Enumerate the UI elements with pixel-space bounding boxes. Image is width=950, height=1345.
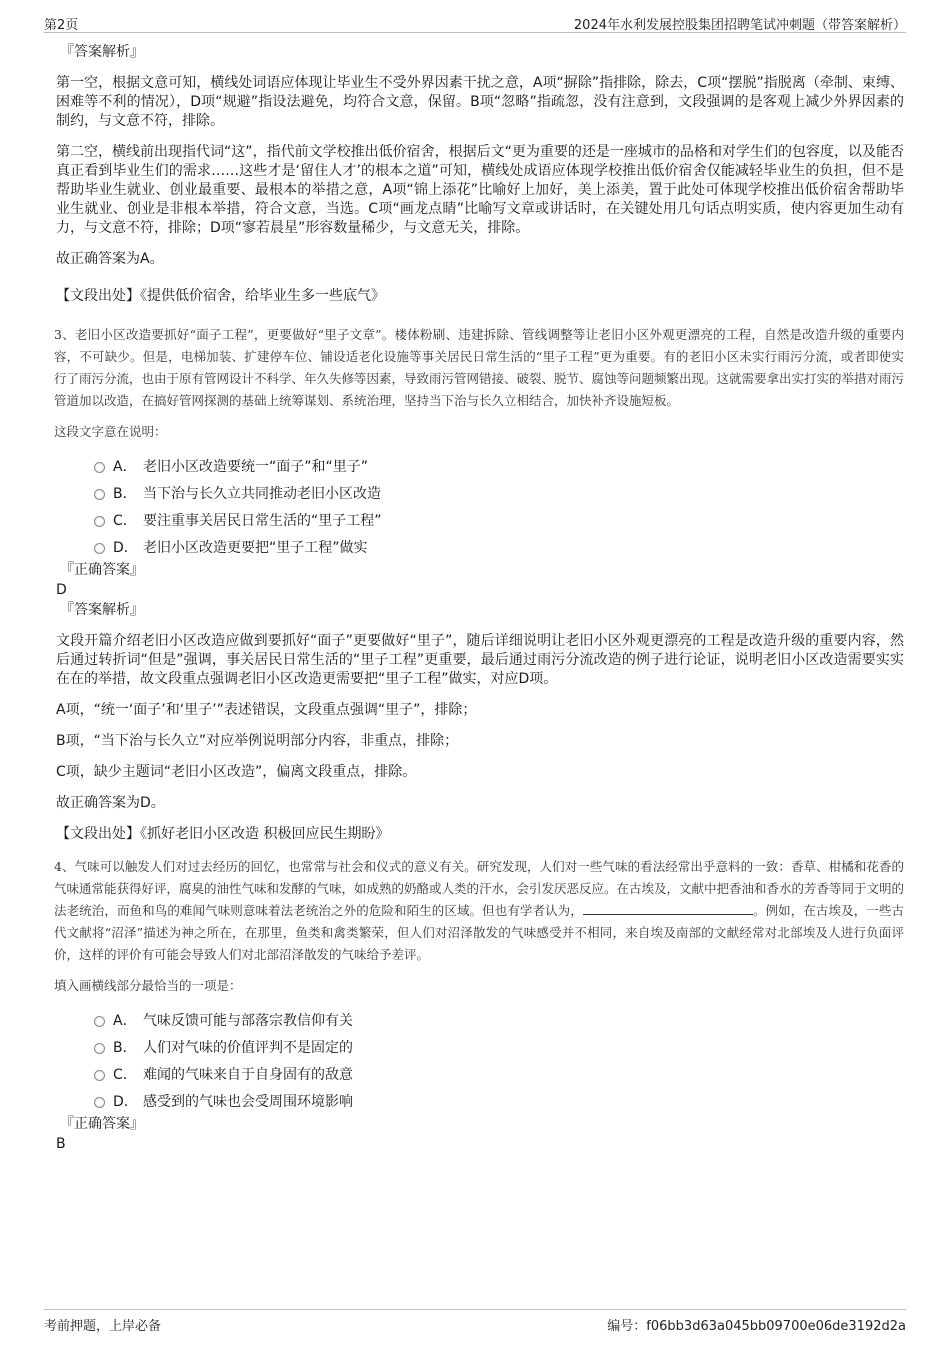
- document-title: 2024年水利发展控股集团招聘笔试冲刺题（带答案解析）: [573, 18, 906, 33]
- radio-icon[interactable]: [94, 1016, 105, 1027]
- q3-source: 【文段出处】《抓好老旧小区改造 积极回应民生期盼》: [56, 826, 390, 842]
- q2-analysis-para1: 第一空，根据文意可知，横线处词语应体现让毕业生不受外界因素干扰之意，A项“摒除”指排除，除去，C项“摆脱”指脱离（牵制、束缚、困难等不利的情况），D项“规避”指设法避免，均符合文意，保留。B项“忽略”指疏忽，没有注意到，文段强调的是客观上减少外界因素的制约，与文意不符，排除。: [56, 75, 904, 129]
- radio-icon[interactable]: [94, 1070, 105, 1081]
- q2-analysis-para2: 第二空，横线前出现指代词“这”，指代前文学校推出低价宿舍，根据后文“更为重要的还是一座城市的品格和对学生们的包容度，以及能否真正看到毕业生们的需求……这些才是‘留住人才’的根本之道”可知，横线处成语应体现学校推出低价宿舍仅能减轻毕业生的负担，但不是帮助毕业生就业、创业最重要、最根本的举措之意，A项“锦上添花”比喻好上加好，美上添美，置于此处可体现学校推出低价宿舍帮助毕业生就业、创业是非根本举措，符合文意，当选。C项“画龙点睛”比喻写文章或讲话时，在关键处用几句话点明实质，使内容更加生动有力，与文意不符，排除；D项“寥若晨星”形容数量稀少，与文意无关，排除。: [56, 144, 904, 236]
- q3-analysis-b: B项，“当下治与长久立”对应举例说明部分内容，非重点，排除；: [56, 733, 459, 749]
- q4-correct-label: 『正确答案』: [60, 1116, 144, 1132]
- radio-icon[interactable]: [94, 1043, 105, 1054]
- q3-prompt: 这段文字意在说明：: [54, 424, 167, 439]
- radio-icon[interactable]: [94, 462, 105, 473]
- q4-option-a[interactable]: A． 气味反馈可能与部落宗教信仰有关: [94, 1006, 904, 1033]
- page-number: 第2页: [44, 18, 79, 33]
- footer-slogan: 考前押题，上岸必备: [44, 1319, 162, 1334]
- q3-option-c[interactable]: C． 要注重事关居民日常生活的“里子工程”: [94, 506, 904, 533]
- q4-question-text: 4、气味可以触发人们对过去经历的回忆，也常常与社会和仪式的意义有关。研究发现，人们对一些气味的看法经常出乎意料的一致：香草、柑橘和花香的气味通常能获得好评，腐臭的油性气味和发酵的气味，如成熟的奶酪或人类的汗水，会引发厌恶反应。在古埃及，文献中把香油和香水的芳香等同于文明的法老统治，而鱼和鸟的难闻气味则意味着法老统治之外的危险和陌生的区域。但也有学者认为， 。例如，在古埃及，一些古代文献将“沼泽”描述为神之所在，在那里，鱼类和禽类繁荣，但人们对沼泽散发的气味感受并不相同，来自埃及南部的文献经常对北部埃及人进行负面评价，这样的评价有可能会导致人们对北部沼泽散发的气味给予差评。: [54, 859, 905, 962]
- q4-option-c[interactable]: C． 难闻的气味来自于自身固有的敌意: [94, 1060, 904, 1087]
- radio-icon[interactable]: [94, 516, 105, 527]
- q2-source: 【文段出处】《提供低价宿舍，给毕业生多一些底气》: [56, 288, 385, 304]
- radio-icon[interactable]: [94, 489, 105, 500]
- q4-option-b[interactable]: B． 人们对气味的价值评判不是固定的: [94, 1033, 904, 1060]
- document-id: 编号：f06bb3d63a045bb09700e06de3192d2a: [607, 1319, 906, 1334]
- q3-analysis-label: 『答案解析』: [60, 602, 144, 618]
- page-footer: [44, 1309, 906, 1338]
- fill-blank: [583, 902, 661, 915]
- q3-option-d[interactable]: D． 老旧小区改造更要把“里子工程”做实: [94, 533, 904, 560]
- q3-option-b[interactable]: B． 当下治与长久立共同推动老旧小区改造: [94, 479, 904, 506]
- q3-analysis-a: A项，“统一‘面子’和‘里子’”表述错误，文段重点强调“里子”，排除；: [56, 702, 477, 718]
- q2-analysis-label: 『答案解析』: [60, 44, 144, 60]
- q3-option-a[interactable]: A． 老旧小区改造要统一“面子”和“里子”: [94, 452, 904, 479]
- q3-correct-answer: D: [56, 582, 67, 598]
- page-content: [56, 42, 904, 1154]
- q4-prompt: 填入画横线部分最恰当的一项是：: [54, 978, 242, 993]
- page-header: [44, 12, 906, 33]
- fill-blank: [661, 902, 753, 915]
- q3-analysis-main: 文段开篇介绍老旧小区改造应做到要抓好“面子”更要做好“里子”，随后详细说明让老旧小区外观更漂亮的工程是改造升级的重要内容，然后通过转折词“但是”强调，事关居民日常生活的“里子工程”更重要，最后通过雨污分流改造的例子进行论证，说明老旧小区改造需要实实在在的举措，故文段重点强调老旧小区改造更需要把“里子工程”做实，对应D项。: [56, 633, 904, 687]
- q3-question-text: 3、老旧小区改造要抓好“面子工程”，更要做好“里子文章”。楼体粉刷、违建拆除、管线调整等让老旧小区外观更漂亮的工程，自然是改造升级的重要内容，不可缺少。但是，电梯加装、扩建停车位、铺设适老化设施等事关居民日常生活的“里子工程”更为重要。有的老旧小区未实行雨污分流，或者即使实行了雨污分流，也由于原有管网设计不科学、年久失修等因素，导致雨污管网错接、破裂、脱节、腐蚀等问题频繁出现。这就需要拿出实打实的举措对雨污管道加以改造，在搞好管网探测的基础上统筹谋划、系统治理，坚持当下治与长久立相结合，加快补齐设施短板。: [54, 327, 905, 408]
- q4-option-d[interactable]: D． 感受到的气味也会受周围环境影响: [94, 1087, 904, 1114]
- q4-options: [94, 1006, 904, 1114]
- q3-conclusion: 故正确答案为D。: [56, 795, 165, 811]
- q3-options: [94, 452, 904, 560]
- radio-icon[interactable]: [94, 543, 105, 554]
- radio-icon[interactable]: [94, 1097, 105, 1108]
- q3-analysis-c: C项，缺少主题词“老旧小区改造”，偏离文段重点，排除。: [56, 764, 417, 780]
- q2-conclusion: 故正确答案为A。: [56, 251, 164, 267]
- q4-correct-answer: B: [56, 1136, 66, 1152]
- q3-correct-label: 『正确答案』: [60, 562, 144, 578]
